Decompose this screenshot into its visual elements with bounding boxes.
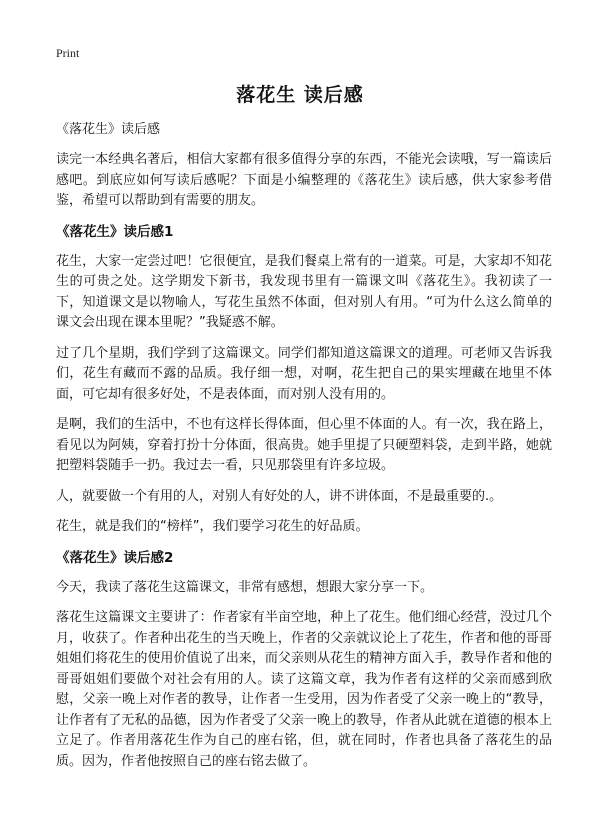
article-subtitle: 《落花生》读后感: [56, 122, 161, 137]
section-heading: 《落花生》读后感2: [56, 549, 174, 566]
paragraph: 人，就要做一个有用的人，对别人有好处的人，讲不讲体面，不是最重要的.。: [56, 488, 503, 504]
section-heading: 《落花生》读后感1: [56, 223, 174, 240]
paragraph: 是啊，我们的生活中，不也有这样长得体面，但心里不体面的人。有一次，我在路上，看见以为阿姨，穿着打扮十分体面，很高贵。她手里提了只硬塑料袋，走到半路，她就把塑料袋随手一扔。我过去一看，只见那袋里有许多垃圾。: [56, 417, 552, 473]
article-body: [56, 120, 552, 782]
paragraph: 过了几个星期，我们学到了这篇课文。同学们都知道这篇课文的道理。可老师又告诉我们，花生有藏而不露的品质。我仔细一想，对啊，花生把自己的果实埋藏在地里不体面，可它却有很多好处，不是表体面，而对别人没有用的。: [56, 345, 552, 402]
paragraph: 花生，就是我们的“榜样”，我们要学习花生的好品质。: [56, 519, 369, 534]
intro-paragraph: 读完一本经典名著后，相信大家都有很多值得分享的东西，不能光会读哦，写一篇读后感吧。到底应如何写读后感呢？下面是小编整理的《落花生》读后感，供大家参考借鉴，希望可以帮助到有需要的朋友。: [56, 152, 552, 208]
print-link[interactable]: Print: [56, 46, 80, 60]
paragraph: 花生，大家一定尝过吧！它很便宜，是我们餐桌上常有的一道菜。可是，大家却不知花生的可贵之处。这学期发下新书，我发现书里有一篇课文叫《落花生》。我初读了一下，知道课文是以物喻人，写花生虽然不体面，但对别人有用。“可为什么这么简单的课文会出现在课本里呢？”我疑惑不解。: [56, 253, 552, 330]
section-1: [56, 222, 552, 538]
paragraph: 今天，我读了落花生这篇课文，非常有感想，想跟大家分享一下。: [56, 579, 434, 595]
section-2: [56, 548, 552, 773]
page-title: 落花生 读后感: [236, 84, 364, 106]
paragraph: 落花生这篇课文主要讲了：作者家有半亩空地，种上了花生。他们细心经营，没过几个月，收获了。作者种出花生的当天晚上，作者的父亲就议论上了花生，作者和他的哥哥姐姐们将花生的使用价值说了出来，而父亲则从花生的精神方面入手，教导作者和他的哥哥姐姐们要做个对社会有用的人。读了这篇文章，我为作者有这样的父亲而感到欣慰，父亲一晚上对作者的教导，让作者一生受用，因为作者受了父亲一晚上的“教导，让作者有了无私的品德，因为作者受了父亲一晚上的教导，作者从此就在道德的根本上立足了。作者用落花生作为自己的座右铭，但，就在同时，作者也具备了落花生的品质。因为，作者他按照自己的座右铭去做了。: [56, 610, 552, 769]
